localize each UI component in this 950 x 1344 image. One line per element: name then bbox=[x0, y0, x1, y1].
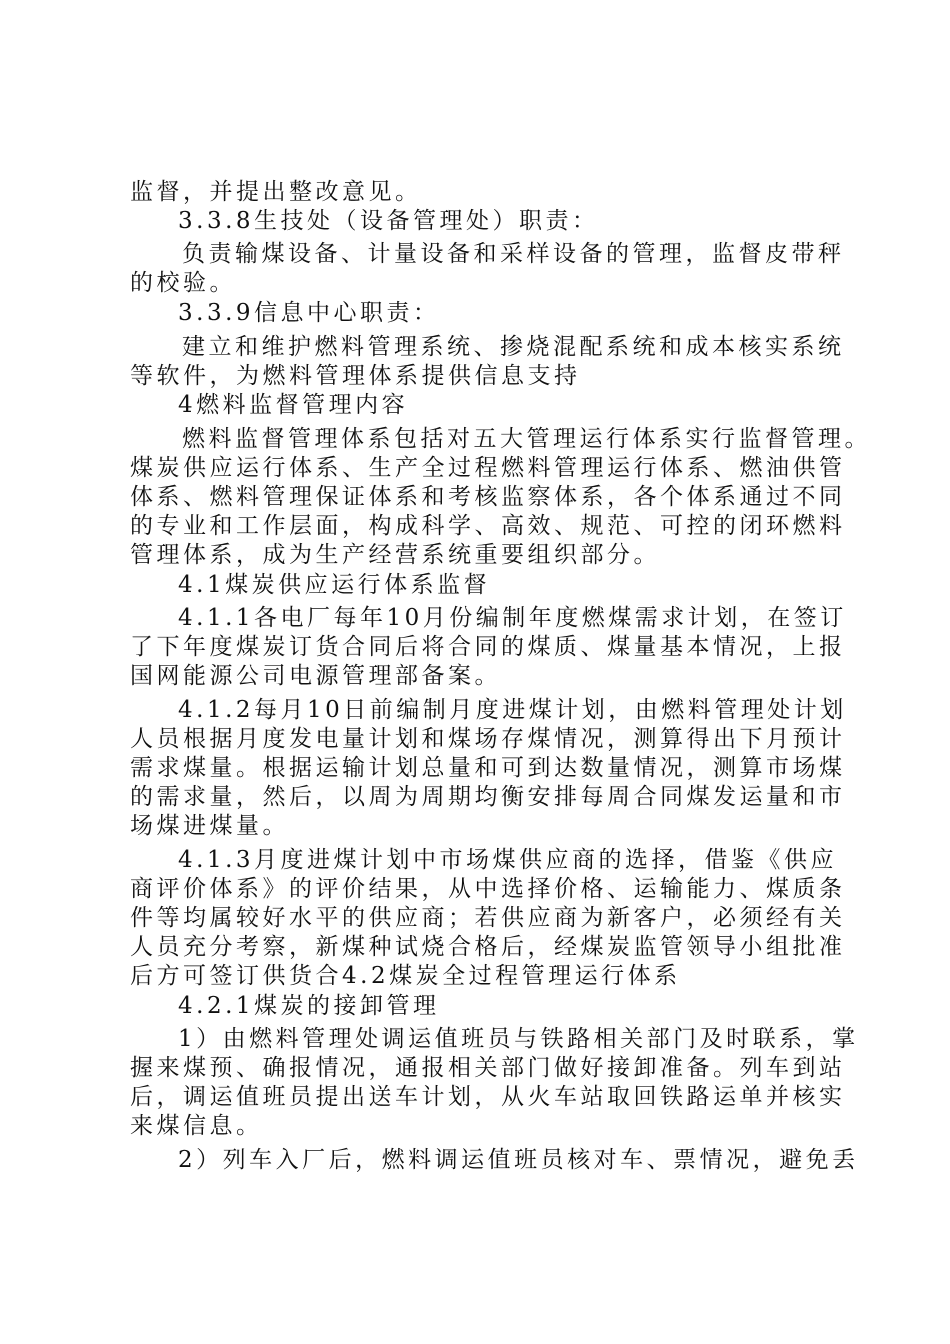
text-line: 管理体系，成为生产经营系统重要组织部分。 bbox=[130, 542, 660, 568]
text-line: 等软件，为燃料管理体系提供信息支持 bbox=[130, 363, 581, 389]
text-line: 需求煤量。根据运输计划总量和可到达数量情况，测算市场煤 bbox=[130, 755, 846, 781]
text-line: 监督，并提出整改意见。 bbox=[130, 179, 422, 205]
text-line: 建立和维护燃料管理系统、掺烧混配系统和成本核实系统 bbox=[182, 334, 845, 360]
text-line: 了下年度煤炭订货合同后将合同的煤质、煤量基本情况，上报 bbox=[130, 634, 846, 660]
section-heading: 3.3.8生技处（设备管理处）职责： bbox=[178, 208, 599, 234]
text-line: 燃料监督管理体系包括对五大管理运行体系实行监督管理。 bbox=[182, 426, 871, 452]
text-line: 人员充分考察，新煤种试烧合格后，经煤炭监管领导小组批准 bbox=[130, 934, 846, 960]
section-heading: 3.3.9信息中心职责： bbox=[178, 300, 440, 326]
text-line: 后方可签订供货合4.2煤炭全过程管理运行体系 bbox=[130, 963, 681, 989]
text-line: 场煤进煤量。 bbox=[130, 813, 289, 839]
text-line: 后，调运值班员提出送车计划，从火车站取回铁路运单并核实 bbox=[130, 1084, 846, 1110]
section-heading: 4燃料监督管理内容 bbox=[178, 392, 409, 418]
text-line: 负责输煤设备、计量设备和采样设备的管理，监督皮带秤 bbox=[182, 241, 845, 267]
section-heading: 4.1煤炭供应运行体系监督 bbox=[178, 572, 491, 598]
text-line: 4.1.2每月10日前编制月度进煤计划，由燃料管理处计划 bbox=[178, 697, 847, 723]
text-line: 的需求量，然后，以周为周期均衡安排每周合同煤发运量和市 bbox=[130, 784, 846, 810]
text-line: 国网能源公司电源管理部备案。 bbox=[130, 663, 501, 689]
text-line: 商评价体系》的评价结果，从中选择价格、运输能力、煤质条 bbox=[130, 876, 846, 902]
text-line: 的校验。 bbox=[130, 270, 236, 296]
text-line: 人员根据月度发电量计划和煤场存煤情况，测算得出下月预计 bbox=[130, 726, 846, 752]
text-line: 2）列车入厂后，燃料调运值班员核对车、票情况，避免丢 bbox=[178, 1147, 859, 1173]
text-line: 件等均属较好水平的供应商；若供应商为新客户，必须经有关 bbox=[130, 905, 846, 931]
text-line: 1）由燃料管理处调运值班员与铁路相关部门及时联系，掌 bbox=[178, 1026, 859, 1052]
text-line: 4.1.1各电厂每年10月份编制年度燃煤需求计划，在签订 bbox=[178, 605, 847, 631]
text-line: 来煤信息。 bbox=[130, 1113, 263, 1139]
text-line: 4.1.3月度进煤计划中市场煤供应商的选择，借鉴《供应 bbox=[178, 847, 838, 873]
text-line: 煤炭供应运行体系、生产全过程燃料管理运行体系、燃油供管 bbox=[130, 455, 846, 481]
text-line: 的专业和工作层面，构成科学、高效、规范、可控的闭环燃料 bbox=[130, 513, 846, 539]
text-line: 握来煤预、确报情况，通报相关部门做好接卸准备。列车到站 bbox=[130, 1055, 846, 1081]
section-heading: 4.2.1煤炭的接卸管理 bbox=[178, 993, 440, 1019]
text-line: 体系、燃料管理保证体系和考核监察体系，各个体系通过不同 bbox=[130, 484, 846, 510]
